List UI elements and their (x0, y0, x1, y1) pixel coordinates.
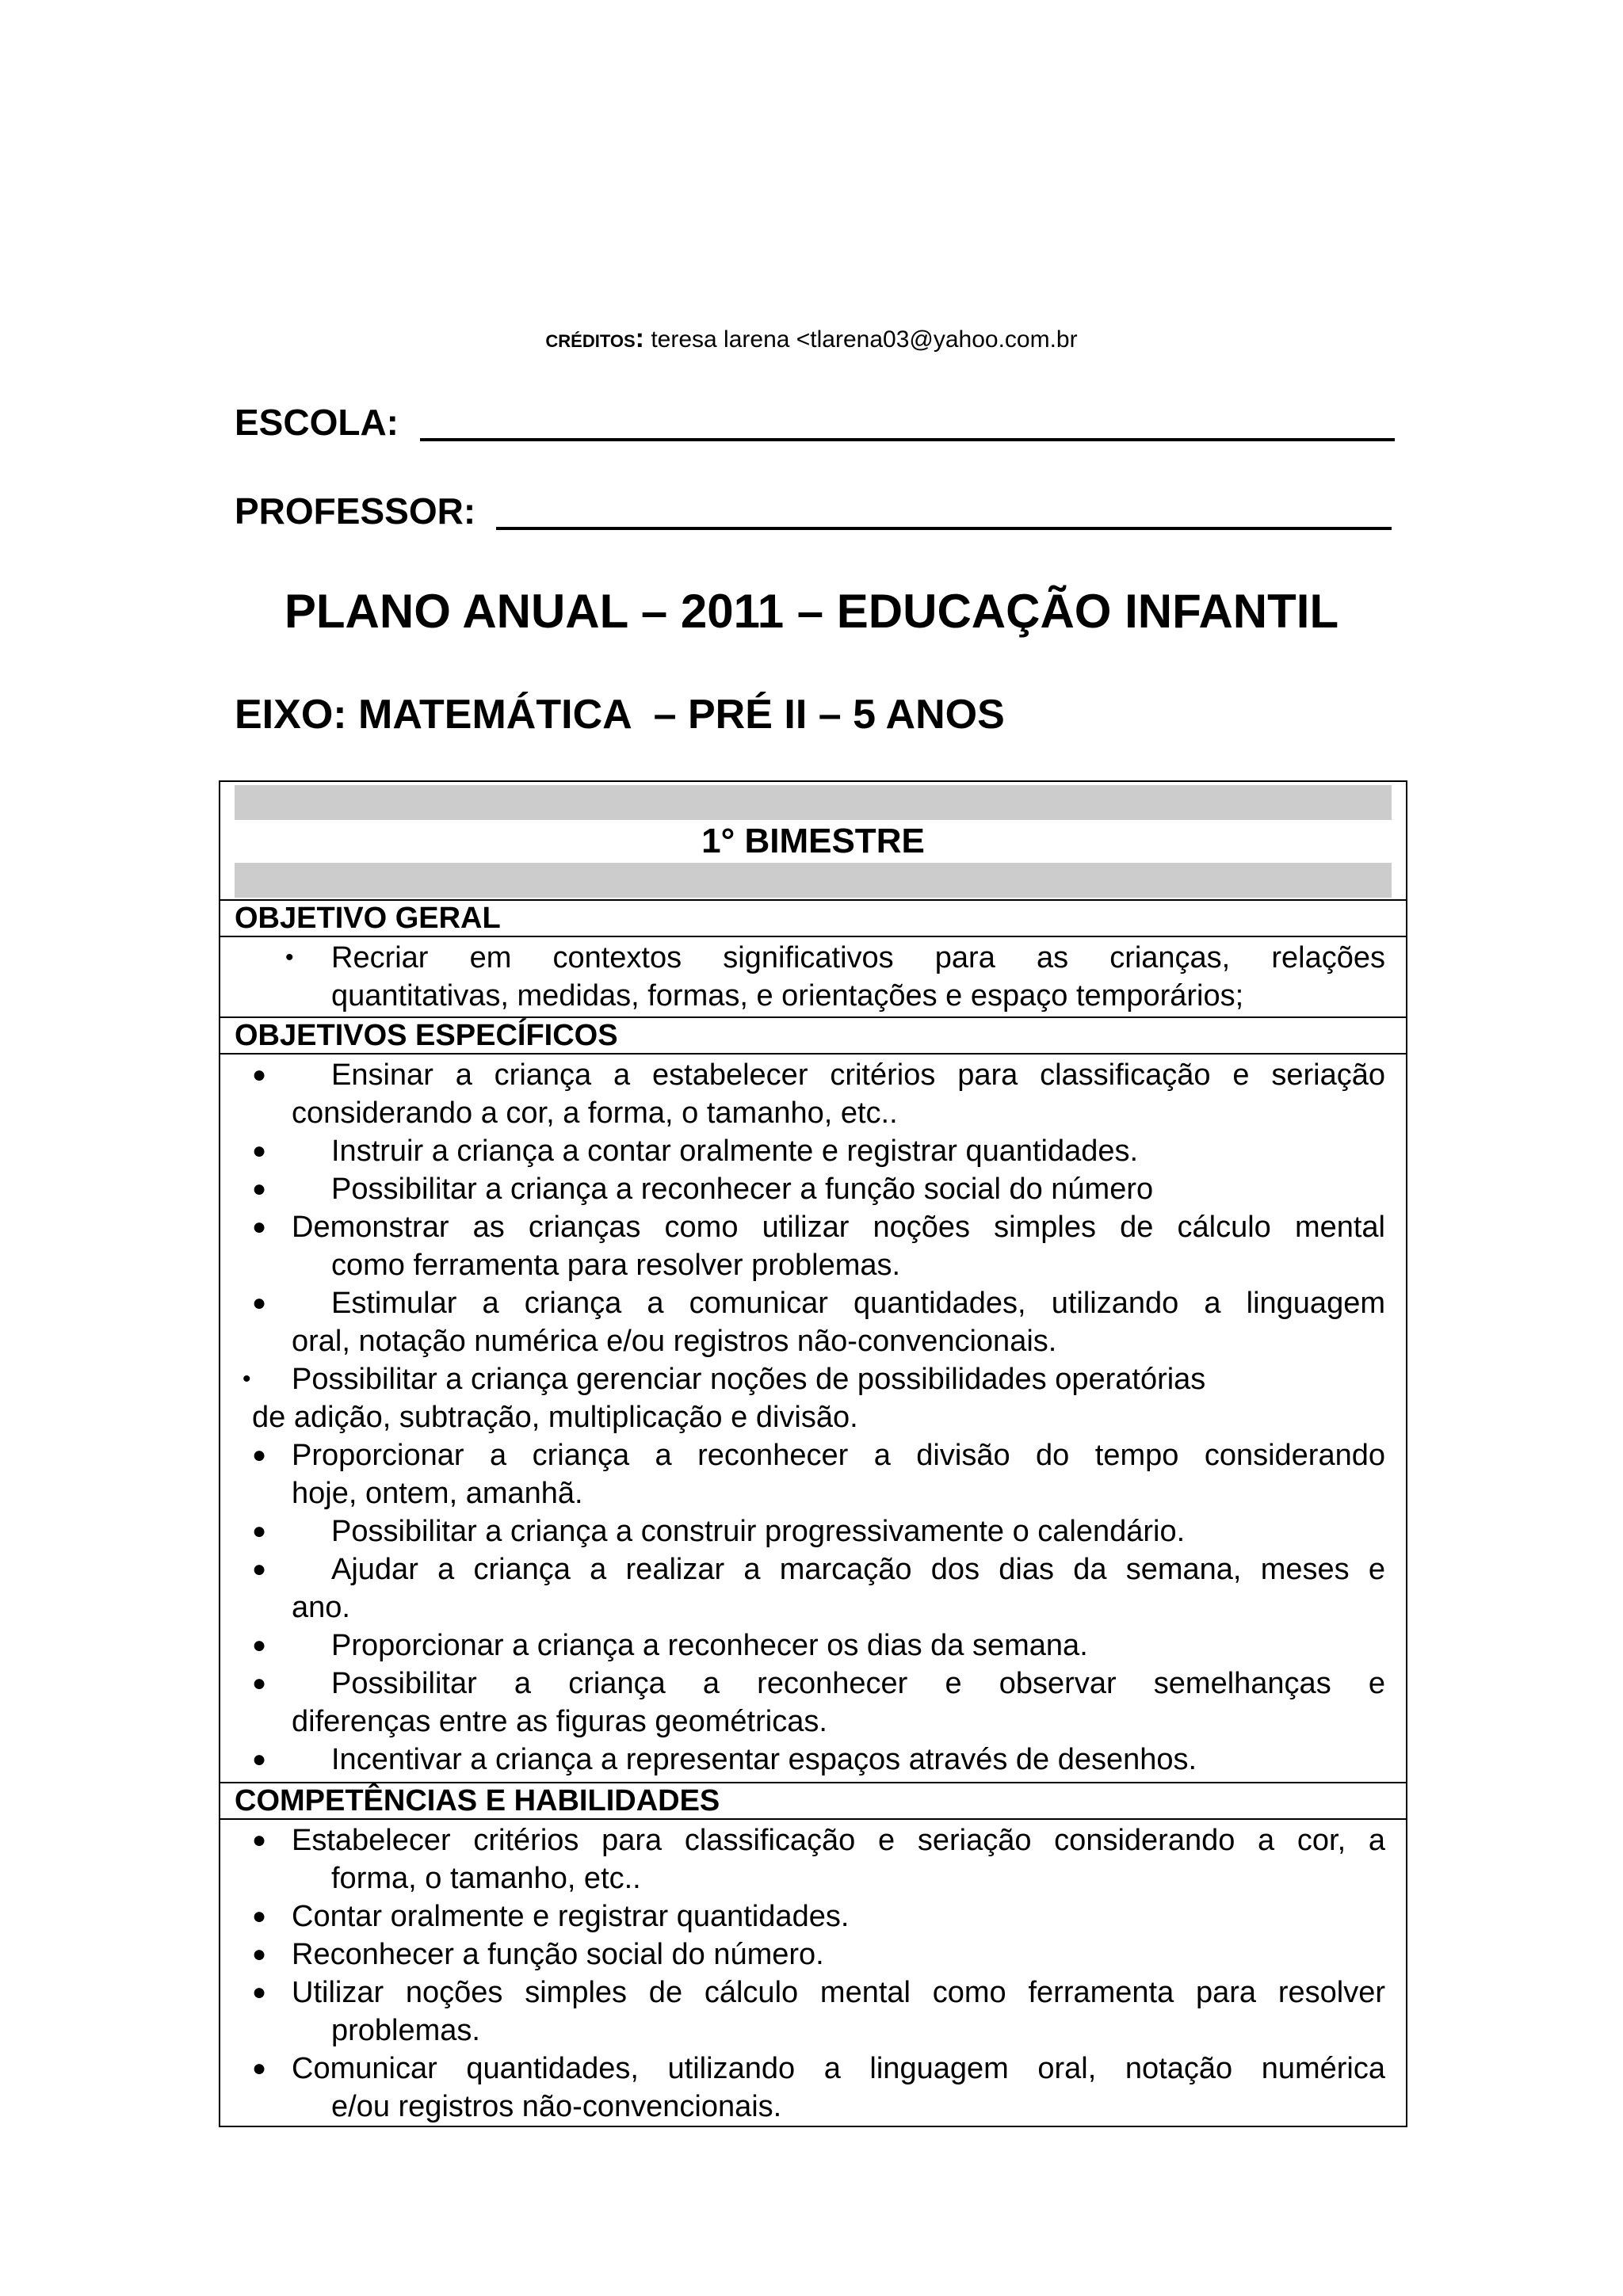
list-item (220, 1360, 1406, 1398)
credits-text: teresa larena <tlarena03@yahoo.com.br (644, 326, 1078, 353)
list-item-text: Proporcionar a criança a reconhecer a divisão do tempo considerando (292, 1439, 1385, 1472)
list-item-continued (220, 1474, 1406, 1512)
bullet-icon: ● (252, 1290, 267, 1316)
bullet-icon: ● (252, 1062, 267, 1088)
credits-label: CRÉDITOS (545, 331, 636, 351)
list-item (220, 1284, 1406, 1322)
list-item (220, 2050, 1406, 2088)
list-item-text: Possibilitar a criança a reconhecer a função social do número (331, 1173, 1154, 1206)
list-item-continued (220, 1398, 1406, 1436)
professor-blank-line[interactable] (496, 489, 1392, 530)
bullet-icon: ● (252, 1827, 267, 1853)
bullet-icon: ● (252, 1442, 267, 1468)
bullet-icon: ● (252, 1176, 267, 1202)
section-header-objetivo-geral: OBJETIVO GERAL (220, 901, 1406, 937)
list-item-text: ano. (292, 1591, 350, 1624)
bullet-icon: ● (252, 1556, 267, 1582)
list-item-text: forma, o tamanho, etc.. (331, 1862, 641, 1895)
gray-band-top (235, 785, 1392, 820)
bullet-icon: ● (252, 1746, 267, 1772)
list-item (220, 1741, 1406, 1779)
list-item-text: Ajudar a criança a realizar a marcação dos dias da semana, meses e (331, 1553, 1385, 1586)
escola-blank-line[interactable] (420, 400, 1395, 441)
bullet-icon: • (242, 1366, 251, 1392)
list-item (220, 1627, 1406, 1665)
list-item-text: considerando a cor, a forma, o tamanho, etc.. (292, 1097, 898, 1130)
bullet-icon: ● (252, 1670, 267, 1696)
list-item (220, 1550, 1406, 1589)
list-item-continued (220, 2012, 1406, 2050)
bullet-icon: ● (252, 1632, 267, 1658)
list-item-continued (220, 1094, 1406, 1132)
section-header-objetivos-especificos: OBJETIVOS ESPECÍFICOS (220, 1018, 1406, 1055)
list-item-text: Contar oralmente e registrar quantidades. (292, 1900, 850, 1933)
bullet-icon: ● (252, 1518, 267, 1544)
list-item-continued (220, 1703, 1406, 1741)
list-item (220, 1936, 1406, 1974)
list-item-continued (220, 1589, 1406, 1627)
list-item-text: como ferramenta para resolver problemas. (331, 1249, 901, 1282)
list-item-text: Demonstrar as crianças como utilizar noções simples de cálculo mental (292, 1211, 1385, 1244)
list-item (220, 1897, 1406, 1936)
list-item (220, 1436, 1406, 1474)
escola-field (235, 400, 399, 444)
list-item (220, 1170, 1406, 1208)
list-item (220, 1208, 1406, 1246)
list-item-text: Estimular a criança a comunicar quantidades, utilizando a linguagem (331, 1287, 1385, 1320)
list-item-text: oral, notação numérica e/ou registros não-convencionais. (292, 1325, 1057, 1358)
professor-label: PROFESSOR: (235, 490, 476, 532)
list-item (220, 1132, 1406, 1170)
bullet-icon: ● (252, 1138, 267, 1164)
list-item-text: Recriar em contextos significativos para as crianças, relações (331, 941, 1385, 974)
list-item-text: Incentivar a criança a representar espaços através de desenhos. (331, 1743, 1197, 1776)
bullet-icon: • (285, 944, 294, 971)
list-item-text: Reconhecer a função social do número. (292, 1938, 824, 1971)
list-item-text: de adição, subtração, multiplicação e divisão. (252, 1401, 858, 1434)
list-item-text: Possibilitar a criança a construir progressivamente o calendário. (331, 1515, 1186, 1548)
list-item (220, 939, 1406, 977)
list-item (220, 1056, 1406, 1094)
list-item-text: Possibilitar a criança gerenciar noções de possibilidades operatórias (292, 1363, 1206, 1396)
bimester-title: 1° BIMESTRE (701, 822, 925, 860)
list-item-text: Proporcionar a criança a reconhecer os dias da semana. (331, 1629, 1088, 1662)
list-item-text: Possibilitar a criança a reconhecer e observar semelhanças e (331, 1667, 1385, 1700)
bullet-icon: ● (252, 1903, 267, 1929)
list-item (220, 1512, 1406, 1550)
section-body-objetivo-geral (220, 937, 1406, 1018)
bullet-icon: ● (252, 1941, 267, 1967)
list-item (220, 1665, 1406, 1703)
list-item-continued (220, 1322, 1406, 1360)
list-item-text: Comunicar quantidades, utilizando a linguagem oral, notação numérica (292, 2052, 1385, 2085)
section-body-objetivos-especificos (220, 1055, 1406, 1783)
list-item-continued (220, 977, 1406, 1015)
axis-title: EIXO: MATEMÁTICA – PRÉ II – 5 ANOS (235, 692, 1005, 738)
list-item (220, 1821, 1406, 1859)
list-item-continued (220, 1859, 1406, 1897)
list-item-text: problemas. (331, 2014, 480, 2047)
bullet-icon: ● (252, 1214, 267, 1240)
list-item-text: Instruir a criança a contar oralmente e registrar quantidades. (331, 1135, 1139, 1168)
escola-label: ESCOLA: (235, 402, 399, 443)
credits-line (0, 323, 1623, 357)
bullet-icon: ● (252, 1979, 267, 2005)
document-title: PLANO ANUAL – 2011 – EDUCAÇÃO INFANTIL (284, 585, 1339, 638)
bullet-icon: ● (252, 2055, 267, 2081)
list-item-text: diferenças entre as figuras geométricas. (292, 1705, 827, 1738)
professor-field (235, 489, 475, 533)
list-item-text: Ensinar a criança a estabelecer critérios para classificação e seriação (331, 1058, 1385, 1092)
credits-colon: : (635, 323, 644, 353)
plan-table (219, 780, 1407, 2127)
list-item-text: Utilizar noções simples de cálculo mental como ferramenta para resolver (292, 1976, 1385, 2009)
list-item-continued (220, 1246, 1406, 1284)
bimester-header (220, 782, 1406, 901)
list-item-continued (220, 2088, 1406, 2126)
list-item-text: quantitativas, medidas, formas, e orientações e espaço temporários; (331, 979, 1244, 1013)
list-item-text: Estabelecer critérios para classificação e seriação considerando a cor, a (292, 1824, 1385, 1857)
list-item-text: e/ou registros não-convencionais. (331, 2090, 782, 2123)
gray-band-bottom (235, 863, 1392, 898)
list-item-text: hoje, ontem, amanhã. (292, 1477, 583, 1510)
section-header-competencias: COMPETÊNCIAS E HABILIDADES (220, 1783, 1406, 1820)
section-body-competencias (220, 1820, 1406, 2126)
list-item (220, 1974, 1406, 2012)
